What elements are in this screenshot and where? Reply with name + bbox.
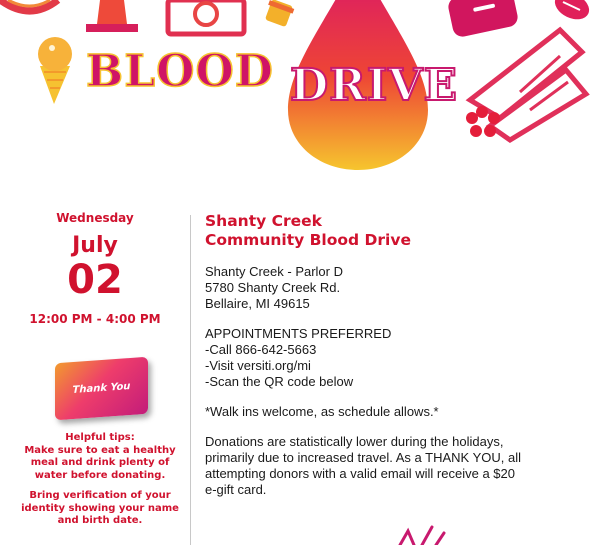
donation-note [205, 434, 597, 498]
donation-line: Donations are statistically lower during the holidays, [205, 434, 504, 449]
event-details [205, 212, 597, 498]
verification-line: and birth date. [57, 515, 143, 526]
address-line: Bellaire, MI 49615 [205, 296, 310, 311]
phone-icon [447, 0, 520, 38]
appointment-qr: -Scan the QR code below [205, 374, 354, 389]
address-line: 5780 Shanty Creek Rd. [205, 280, 341, 295]
swim-ring-icon [0, 0, 58, 11]
ice-cream-icon [38, 37, 72, 104]
swim-fins-icon [470, 30, 586, 140]
tips-line: Make sure to eat a healthy [24, 444, 176, 456]
appointments-heading: APPOINTMENTS PREFERRED [205, 326, 392, 341]
event-date-panel [0, 205, 190, 326]
appointment-call: -Call 866-642-5663 [205, 342, 317, 357]
walk-ins-note: *Walk ins welcome, as schedule allows.* [205, 404, 439, 419]
donation-line: attempting donors with a valid email will receive a $20 [205, 466, 515, 481]
event-title-line: Shanty Creek [205, 212, 322, 230]
lighthouse-icon [86, 0, 138, 32]
event-time: 12:00 PM - 4:00 PM [29, 312, 161, 326]
event-day: Wednesday [56, 211, 134, 225]
banner-artwork [0, 0, 601, 185]
column-divider [190, 215, 191, 545]
appointment-visit: -Visit versiti.org/mi [205, 358, 311, 373]
football-icon [551, 0, 594, 24]
address-line: Shanty Creek - Parlor D [205, 264, 343, 279]
decorative-scribble-icon [398, 525, 448, 545]
donation-line: primarily due to increased travel. As a THANK YOU, all [205, 450, 521, 465]
blood-title-word: BLOOD [86, 46, 274, 97]
tips-line: meal and drink plenty of [30, 457, 170, 468]
event-date: 02 [67, 257, 123, 303]
helpful-tips [10, 432, 190, 536]
flower-icon [466, 106, 500, 137]
event-title-line: Community Blood Drive [205, 231, 411, 249]
event-month: July [72, 233, 118, 258]
tips-heading: Helpful tips: [65, 432, 135, 443]
event-title [205, 212, 597, 250]
thank-you-gift-card [55, 357, 148, 421]
donation-line: e-gift card. [205, 482, 267, 497]
drive-title-word: DRIVE [290, 60, 458, 111]
appointments-section [205, 326, 597, 390]
camera-icon [168, 0, 244, 34]
tips-line: water before donating. [34, 469, 166, 481]
verification-line: Bring verification of your [29, 490, 171, 501]
verification-paragraph [10, 490, 190, 528]
event-address [205, 264, 597, 312]
juice-box-icon [265, 0, 294, 27]
verification-line: identity showing your name [21, 502, 179, 514]
tips-paragraph [10, 432, 190, 482]
gift-card-label: Thank You [72, 380, 131, 397]
